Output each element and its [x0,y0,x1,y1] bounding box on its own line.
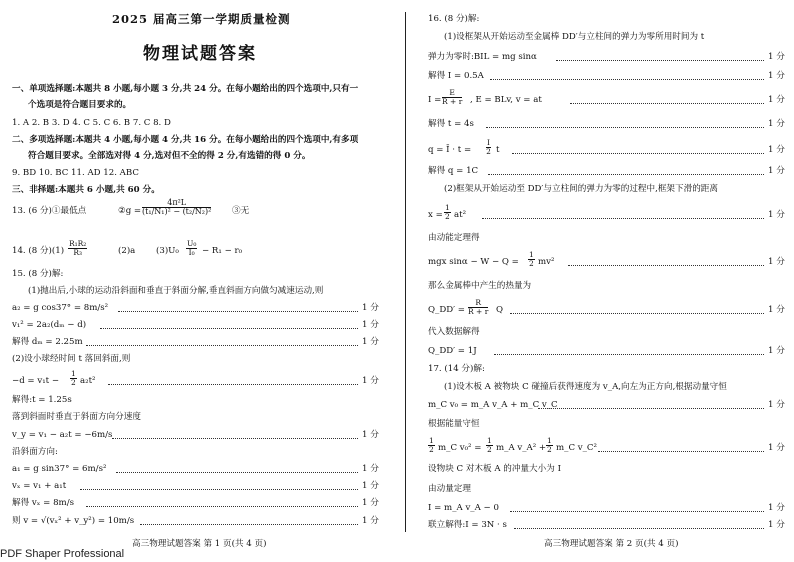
fraction-numerator: 1 [529,250,534,260]
q15-step6-tail: a₂t² [80,376,96,386]
fraction-numerator: 1 [429,436,434,446]
fraction-numerator: R [468,299,488,308]
section-3-heading: 三、非择题:本题共 6 小题,共 60 分。 [12,185,160,195]
q15-step12: vₓ = v₁ + a₁t [12,481,67,491]
q14-den: R₃ [73,248,82,257]
q17-step5: 设物块 C 对木板 A 的冲量大小为 I [428,464,561,474]
q14-num: R₁R₂ [69,239,87,249]
q16-energy-fraction [528,251,535,268]
q13-part2: ②g = [118,206,142,216]
q15-step11: a₁ = g sin37° = 6m/s² [12,464,107,474]
q16-step12: 那么金属棒中产生的热量为 [428,281,532,291]
q14-part2: (2)a [118,246,136,256]
exam-title: 2025 届高三第一学期质量检测 [112,12,291,26]
q14-num2: U₀ [187,239,197,249]
q16-step14: 代入数据解得 [428,327,480,337]
q15-step14: 则 v = √(vₓ² + v_y²) = 10m/s [12,516,135,526]
q16-step5: 解得 t = 4s [428,119,474,129]
page-footer-1: 高三物理试题答案 第 1 页(共 4 页) [132,539,267,549]
score-mark: 1 分 [768,346,785,356]
q15-step10: 沿斜面方向: [12,447,58,457]
score-mark: 1 分 [362,430,379,440]
fraction-denominator: 2 [486,147,491,156]
score-mark: 1 分 [768,52,785,62]
score-mark: 1 分 [362,516,379,526]
fraction-numerator: 1 [445,203,450,213]
score-mark: 1 分 [362,303,379,313]
q17-step6: 由动量定理 [428,484,471,494]
q15-step4: 解得 dₘ = 2.25m [12,337,83,347]
q14-part4: − R₁ − r₀ [202,246,243,256]
score-mark: 1 分 [768,400,785,410]
q16-step3: 解得 I = 0.5A [428,71,484,81]
fraction-denominator: 2 [487,445,492,454]
q16-step7: 解得 q = 1C [428,166,479,176]
q14-part3: (3)U₀ [156,246,179,256]
section-2-answers: 9. BD 10. BC 11. AD 12. ABC [12,168,139,178]
q17-step8: 联立解得:I = 3N · s [428,520,507,530]
q16-step4-tail: , E = BLv, v = at [470,95,542,105]
q16-step11-tail: mv² [538,257,555,267]
q14-den2: I₀ [188,248,195,257]
score-mark: 1 分 [768,71,785,81]
q17-step4-mid: m_A v_A² + [496,443,547,453]
section-1-heading: 一、单项选择题:本题共 8 小题,每小题 3 分,共 24 分。在每小题给出的四个选项中,只有一 [12,84,359,94]
page-divider [405,12,406,532]
fraction-denominator: R + r [468,307,489,316]
q17-step4-tail: m_C v_C² [556,443,597,453]
score-mark: 1 分 [362,376,379,386]
score-mark: 1 分 [768,145,785,155]
q16-step1: (1)设框架从开始运动至金属棒 DD′与立柱间的弹力为零所用时间为 t [444,32,705,42]
q16-current-fraction [442,89,462,106]
q16-step15: Q_DD′ = 1J [428,346,477,356]
q17-energy-fraction-1 [428,437,435,454]
score-mark: 1 分 [362,337,379,347]
section-1-heading-cont: 个选项是符合题目要求的。 [28,100,132,110]
q17-heading: 17. (14 分)解: [428,364,485,374]
fraction-denominator: 2 [71,378,76,387]
q16-step6-tail: t [496,145,500,155]
q15-step1: (1)抛出后,小球的运动沿斜面和垂直于斜面分解,垂直斜面方向做匀减速运动,则 [28,286,324,296]
q15-step3: v₁² = 2a₂(dₘ − d) [12,320,87,330]
score-mark: 1 分 [768,257,785,267]
q16-step8: (2)框架从开始运动至 DD′与立柱间的弹力为零的过程中,框架下滑的距离 [444,184,718,194]
fraction-numerator: I [487,138,490,148]
section-2-heading-cont: 符合题目要求。全部选对得 4 分,选对但不全的得 2 分,有选错的得 0 分。 [28,151,311,161]
q14-formula-2 [186,240,197,257]
q16-step9: x = [428,210,443,220]
doc-title: 物理试题答案 [143,44,257,64]
q16-step13: Q_DD′ = [428,305,466,315]
q16-step10: 由动能定理得 [428,233,480,243]
score-mark: 1 分 [362,481,379,491]
q16-heading: 16. (8 分)解: [428,14,480,24]
score-mark: 1 分 [362,498,379,508]
q15-heading: 15. (8 分)解: [12,269,64,279]
q15-step8: 落到斜面时垂直于斜面方向分速度 [12,412,141,422]
page-footer-2: 高三物理试题答案 第 2 页(共 4 页) [544,539,679,549]
section-1-answers: 1. A 2. B 3. D 4. C 5. C 6. B 7. C 8. D [12,118,171,128]
q16-charge-fraction [486,139,491,156]
score-mark: 1 分 [768,503,785,513]
q16-step13-tail: Q [496,305,504,315]
q15-step5: (2)设小球经时间 t 落回斜面,则 [12,354,131,364]
score-mark: 1 分 [768,305,785,315]
score-mark: 1 分 [768,95,785,105]
score-mark: 1 分 [768,520,785,530]
q17-step7: I = m_A v_A − 0 [428,503,499,513]
q16-step9-tail: at² [454,210,467,220]
q17-step3: 根据能量守恒 [428,419,480,429]
q15-step9: v_y = v₁ − a₂t = −6m/s [12,430,113,440]
q16-distance-fraction [444,204,451,221]
watermark-text: PDF Shaper Professional [0,548,125,560]
q17-energy-fraction-3 [546,437,553,454]
fraction-denominator: R + r [442,97,463,106]
fraction-denominator: 2 [429,445,434,454]
q13-formula-numerator: 4π²L [142,199,211,208]
q17-step1: (1)设木板 A 被物块 C 碰撞后获得速度为 v_A,向左为正方向,根据动量守恒 [444,382,727,392]
q16-step2: 弹力为零时:BIL = mg sinα [428,52,537,62]
score-mark: 1 分 [362,320,379,330]
fraction-numerator: 1 [487,436,492,446]
answer-page-2 [410,0,794,562]
fraction-numerator: 1 [71,369,76,379]
q16-step11: mgx sinα − W − Q = [428,257,519,267]
q17-step2: m_C v₀ = m_A v_A + m_C v_C [428,400,558,410]
fraction-denominator: 2 [529,259,534,268]
score-mark: 1 分 [768,443,785,453]
score-mark: 1 分 [768,166,785,176]
score-mark: 1 分 [362,464,379,474]
q16-heat-fraction [468,299,488,316]
q13-answer: 13. (6 分)①最低点 [12,206,87,216]
q15-half-fraction [70,370,77,387]
q13-formula: $\frac{\text{4π²L}}{\text{(t₁/N₁)² − (t₂/N₂)²}}$ [142,198,212,217]
score-mark: 1 分 [768,119,785,129]
fraction-numerator: 1 [547,436,552,446]
fraction-numerator: E [442,89,462,98]
q15-step2: a₂ = g cos37° = 8m/s² [12,303,109,313]
section-2-heading: 二、多项选择题:本题共 4 小题,每小题 4 分,共 16 分。在每小题给出的四个选项中,有多项 [12,135,359,145]
q14-label: 14. (8 分)(1) [12,246,65,256]
q16-step6: q = Ī · t = [428,145,472,155]
score-mark: 1 分 [768,210,785,220]
fraction-denominator: 2 [445,212,450,221]
q13-part3: ③无 [232,206,250,216]
fraction-denominator: 2 [547,445,552,454]
q16-step4: I = [428,95,442,105]
q15-step13: 解得 vₓ = 8m/s [12,498,75,508]
q17-energy-fraction-2 [486,437,493,454]
q15-step7: 解得:t = 1.25s [12,395,72,405]
q17-step4: m_C v₀² = [438,443,482,453]
q15-step6: −d = v₁t − [12,376,60,386]
q14-formula-1 [68,240,87,257]
